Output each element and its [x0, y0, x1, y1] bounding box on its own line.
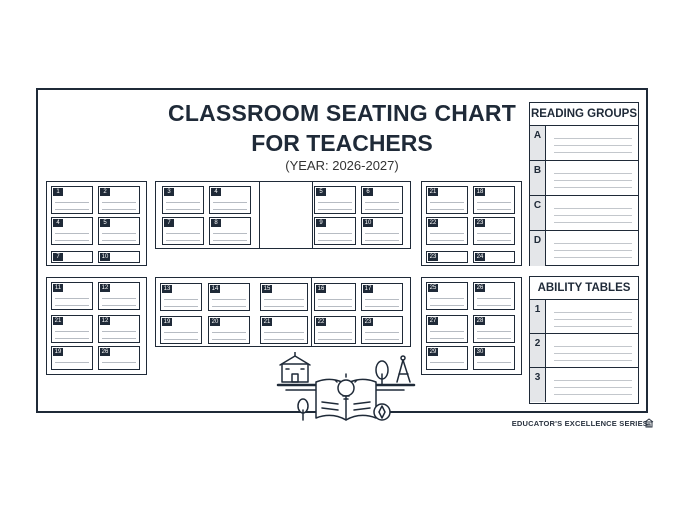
desk-number: 21	[263, 319, 271, 325]
desk[interactable]	[260, 316, 308, 344]
education-illustration	[272, 352, 420, 428]
desk[interactable]	[98, 282, 140, 310]
desk-number: 21	[54, 318, 62, 324]
desk[interactable]	[98, 346, 140, 370]
desk-number: 13	[163, 286, 171, 292]
desk[interactable]	[98, 251, 140, 263]
ability-table-row[interactable]	[530, 300, 638, 334]
desk-number: 22	[317, 319, 325, 325]
desk-group-1	[46, 181, 147, 266]
desk[interactable]	[51, 217, 93, 245]
desk[interactable]	[98, 186, 140, 214]
desk[interactable]	[473, 315, 515, 343]
desk-number: 18	[476, 189, 484, 195]
ability-table-row[interactable]	[530, 334, 638, 368]
ability-table-label: 2	[530, 334, 546, 367]
desk-number: 5	[316, 188, 326, 196]
school-icon	[280, 352, 310, 382]
desk[interactable]	[162, 186, 204, 214]
desk[interactable]	[98, 217, 140, 245]
desk[interactable]	[208, 283, 250, 311]
desk[interactable]	[208, 316, 250, 344]
desk-number: 25	[429, 285, 437, 291]
desk-number: 15	[263, 286, 271, 292]
desk-number: 11	[54, 285, 62, 291]
desk[interactable]	[361, 283, 403, 311]
desk-number: 16	[317, 286, 325, 292]
desk-number: 26	[476, 285, 484, 291]
desk-number: 10	[364, 220, 372, 226]
desk[interactable]	[473, 346, 515, 370]
desk-number: 19	[163, 319, 171, 325]
desk[interactable]	[361, 217, 403, 245]
desk[interactable]	[473, 251, 515, 263]
desk[interactable]	[260, 283, 308, 311]
school-icon	[644, 418, 654, 428]
desk-group-top-middle	[155, 181, 411, 249]
desk[interactable]	[361, 186, 403, 214]
desk[interactable]	[426, 346, 468, 370]
desk[interactable]	[51, 186, 93, 214]
desk[interactable]	[162, 217, 204, 245]
desk-number: 30	[476, 349, 484, 355]
ability-tables-title: ABILITY TABLES	[530, 277, 638, 300]
ability-table-label: 3	[530, 368, 546, 402]
desk-number: 4	[211, 188, 221, 196]
reading-group-row[interactable]	[530, 161, 638, 196]
desk[interactable]	[426, 186, 468, 214]
reading-groups-title: READING GROUPS	[530, 103, 638, 126]
desk-number: 24	[476, 254, 484, 260]
desk[interactable]	[473, 282, 515, 310]
desk-number: 7	[164, 219, 174, 227]
desk[interactable]	[361, 316, 403, 344]
desk-number: 12	[101, 285, 109, 291]
desk[interactable]	[160, 316, 202, 344]
desk[interactable]	[51, 282, 93, 310]
desk-number: 23	[429, 254, 437, 260]
desk-number: 2	[100, 188, 110, 196]
ability-table-label: 1	[530, 300, 546, 333]
desk-number: 21	[429, 189, 437, 195]
desk[interactable]	[473, 186, 515, 214]
desk[interactable]	[314, 186, 356, 214]
desk[interactable]	[426, 217, 468, 245]
desk-number: 17	[364, 286, 372, 292]
desk-number: 27	[429, 318, 437, 324]
desk-number: 23	[364, 319, 372, 325]
reading-group-label: B	[530, 161, 546, 195]
compass-icon	[374, 404, 390, 420]
desk-number: 26	[101, 349, 109, 355]
reading-group-label: D	[530, 231, 546, 266]
reading-groups-panel	[529, 102, 639, 266]
ability-tables-panel	[529, 276, 639, 404]
desk[interactable]	[209, 186, 251, 214]
desk-number: 9	[316, 219, 326, 227]
desk-number: 22	[429, 220, 437, 226]
desk-number: 10	[101, 254, 109, 260]
desk[interactable]	[314, 316, 356, 344]
desk-number: 19	[54, 349, 62, 355]
reading-group-label: A	[530, 126, 546, 160]
desk[interactable]	[160, 283, 202, 311]
desk-number: 4	[53, 219, 63, 227]
desk-number: 12	[101, 318, 109, 324]
reading-group-row[interactable]	[530, 126, 638, 161]
desk[interactable]	[51, 346, 93, 370]
desk[interactable]	[98, 315, 140, 343]
desk[interactable]	[426, 315, 468, 343]
reading-group-row[interactable]	[530, 196, 638, 231]
desk-number: 1	[53, 188, 63, 196]
desk[interactable]	[314, 217, 356, 245]
desk[interactable]	[51, 315, 93, 343]
desk-number: 23	[476, 220, 484, 226]
drafting-compass-icon	[397, 356, 410, 382]
desk-number: 28	[476, 318, 484, 324]
desk-number: 29	[429, 349, 437, 355]
chart-subtitle: FOR TEACHERS	[251, 130, 433, 156]
desk-number: 8	[211, 219, 221, 227]
desk-number: 14	[211, 286, 219, 292]
reading-group-label: C	[530, 196, 546, 230]
desk-group-bottom-middle	[155, 277, 411, 347]
school-year: (YEAR: 2026-2027)	[285, 158, 399, 173]
desk-group-5	[46, 277, 147, 375]
desk[interactable]	[426, 282, 468, 310]
reading-group-row[interactable]	[530, 231, 638, 266]
desk[interactable]	[473, 217, 515, 245]
chart-title: CLASSROOM SEATING CHART	[168, 100, 516, 126]
desk[interactable]	[314, 283, 356, 311]
desk-number: 3	[164, 188, 174, 196]
desk-number: 20	[211, 319, 219, 325]
series-footer: EDUCATOR'S EXCELLENCE SERIES	[511, 419, 648, 428]
desk-group-4	[421, 181, 522, 266]
desk-group-8	[421, 277, 522, 375]
desk-number: 5	[100, 219, 110, 227]
ability-table-row[interactable]	[530, 368, 638, 402]
desk-number: 6	[363, 188, 373, 196]
desk[interactable]	[51, 251, 93, 263]
desk[interactable]	[426, 251, 468, 263]
desk[interactable]	[209, 217, 251, 245]
desk-number: 7	[53, 253, 63, 261]
